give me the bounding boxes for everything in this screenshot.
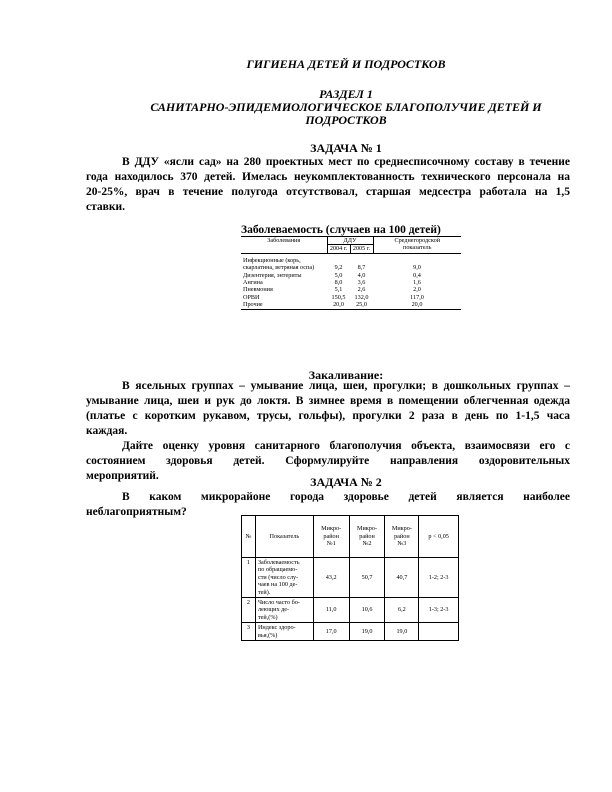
value-city: 117,0 — [410, 293, 424, 301]
value-2005: 2,6 — [357, 286, 366, 294]
header-year-2005: 2005 г. — [350, 245, 373, 253]
col-district-2-line: район — [359, 532, 375, 540]
morbidity-table-caption: Заболеваемость (случаев на 100 детей) — [241, 224, 441, 236]
value-district-2: 19,0 — [349, 623, 385, 641]
value-2004: 5,1 — [334, 286, 343, 294]
task1-line: В ДДУ «ясли сад» на 280 проектных мест по среднесписочному составу в течение — [122, 156, 570, 168]
question-line: Дайте оценку уровня санитарного благополучия объекта, взаимосвязи его с — [122, 440, 570, 452]
section-title-line1: САНИТАРНО-ЭПИДЕМИОЛОГИЧЕСКОЕ БЛАГОПОЛУЧИЕ ДЕТЕЙ И — [150, 100, 542, 114]
value-2005: 25,0 — [350, 301, 373, 309]
col-district-3-line: №3 — [397, 540, 407, 548]
col-p-value: р < 0,05 — [419, 516, 459, 558]
indicator-line: тей). — [257, 588, 271, 596]
col-district-3 — [385, 516, 419, 558]
value-district-3: 40,7 — [385, 558, 419, 598]
task1-line: 20-25%, врач в течение полугода отсутствовал, старшая медсестра работала на 1,5 — [86, 186, 570, 198]
morbidity-table-block — [241, 224, 461, 310]
hardening-heading: Закаливание: — [308, 368, 384, 382]
header-ddu: ДДУ — [327, 237, 373, 245]
table-row — [241, 286, 461, 293]
row-indicator — [255, 623, 313, 641]
col-district-2 — [349, 516, 385, 558]
table-row — [241, 257, 461, 272]
section-title-line2: ПОДРОСТКОВ — [305, 113, 387, 127]
task1-line: года находилось 370 детей. Имелась неукомплектованность технического персонала на — [86, 171, 570, 183]
value-2005: 4,0 — [357, 271, 366, 279]
disease-name: ОРВИ — [243, 293, 260, 301]
header-city — [373, 237, 461, 254]
col-num: № — [242, 516, 256, 558]
value-district-1: 11,0 — [313, 598, 349, 623]
task2-question-line: В каком микрорайоне города здоровье детей является наиболее — [122, 491, 570, 503]
value-p: 1-3; 2-3 — [419, 598, 459, 623]
value-2004: 9,2 — [334, 264, 343, 272]
header-city-line1: Среднегородской — [394, 237, 441, 244]
disease-name: Дизентерия, энтериты — [243, 271, 302, 279]
table-row — [241, 279, 461, 286]
indicator-line: вья,(%) — [257, 631, 278, 639]
task2-heading: ЗАДАЧА № 2 — [310, 475, 382, 489]
indicator-line: Число часто бо- — [257, 599, 300, 607]
value-2005: 8,7 — [357, 264, 366, 272]
indicator-line: тей,(%) — [257, 613, 278, 621]
value-2004: 5,0 — [334, 271, 343, 279]
col-indicator: Показатель — [255, 516, 313, 558]
indicator-line: чаев на 100 де- — [257, 581, 298, 589]
disease-name: Ангина — [243, 279, 263, 287]
value-district-2: 10,6 — [349, 598, 385, 623]
col-district-3-line: Микро- — [391, 525, 412, 533]
col-district-2-line: Микро- — [356, 525, 378, 533]
value-city: 1,6 — [413, 279, 421, 287]
col-district-1-line: №1 — [326, 540, 336, 548]
indicator-line: леющих де- — [257, 606, 290, 614]
indicator-line: по обращаемо- — [257, 566, 298, 574]
col-district-1 — [313, 516, 349, 558]
disease-name: Пневмония — [243, 286, 273, 294]
table-row — [241, 272, 461, 279]
task1-text — [86, 155, 570, 215]
value-2004: 8,0 — [334, 279, 343, 287]
value-2005: 3,6 — [357, 279, 366, 287]
question-line: состоянием здоровья детей. Сформулируйте направления оздоровительных — [86, 455, 570, 467]
value-p: 1-2; 2-3 — [419, 558, 459, 598]
disease-name — [241, 257, 327, 272]
value-city: 20,0 — [373, 301, 461, 309]
hardening-line: умывание лица, шеи и рук до локтя. В зимнее время в помещении облегченная одежда — [86, 395, 570, 407]
value-2004: 20,0 — [327, 301, 350, 309]
row-num: 2 — [242, 598, 256, 623]
hardening-line: (платье с коротким рукавом, трусы, гольфы), прогулки 2 раза в день по 1-1,5 часа — [86, 410, 570, 422]
row-num: 3 — [242, 623, 256, 641]
hardening-line: В ясельных группах – умывание лица, шеи, прогулки; в дошкольных группах – — [122, 380, 570, 392]
row-num: 1 — [242, 558, 256, 598]
task1-line: ставки. — [86, 201, 125, 213]
value-district-2: 50,7 — [349, 558, 385, 598]
question-line: мероприятий. — [86, 470, 159, 482]
table-row — [241, 294, 461, 301]
value-district-1: 43,2 — [313, 558, 349, 598]
col-district-1-line: район — [323, 532, 339, 540]
indicator-line: Индекс здоро- — [257, 624, 296, 632]
value-city: 9,0 — [413, 264, 421, 272]
header-city-line2: показатель — [403, 244, 432, 252]
hardening-line: каждая. — [86, 425, 128, 437]
disease-name-line2: скарлатина, ветряная оспа) — [243, 264, 315, 272]
value-city: 0,4 — [413, 271, 421, 279]
value-city: 2,0 — [413, 286, 421, 294]
table-row — [241, 301, 461, 309]
hardening-text — [86, 379, 570, 484]
value-2004: 150,5 — [331, 293, 346, 301]
disease-name: Прочие — [241, 301, 327, 309]
section-label: РАЗДЕЛ 1 — [319, 87, 373, 101]
col-district-2-line: №2 — [362, 540, 372, 548]
header-year-2004: 2004 г. — [327, 245, 350, 253]
task2-question-line: неблагоприятным? — [86, 506, 187, 518]
value-district-3: 19,0 — [385, 623, 419, 641]
value-p — [419, 623, 459, 641]
disease-name-line1: Инфекционные (корь, — [243, 256, 301, 264]
districts-table — [241, 515, 459, 641]
task1-heading: ЗАДАЧА № 1 — [310, 141, 382, 155]
table-row — [242, 598, 459, 623]
row-indicator — [255, 558, 313, 598]
morbidity-table — [241, 236, 461, 310]
header-disease: Заболевания — [241, 237, 327, 254]
document-title: ГИГИЕНА ДЕТЕЙ И ПОДРОСТКОВ — [246, 57, 446, 71]
value-district-3: 6,2 — [385, 598, 419, 623]
indicator-line: сти (число слу- — [257, 573, 299, 581]
row-indicator — [255, 598, 313, 623]
value-2005: 132,0 — [354, 293, 369, 301]
table-row — [242, 558, 459, 598]
col-district-1-line: Микро- — [321, 525, 342, 533]
col-district-3-line: район — [394, 532, 410, 540]
table-row — [242, 623, 459, 641]
value-district-1: 17,0 — [313, 623, 349, 641]
indicator-line: Заболеваемость — [257, 559, 300, 566]
